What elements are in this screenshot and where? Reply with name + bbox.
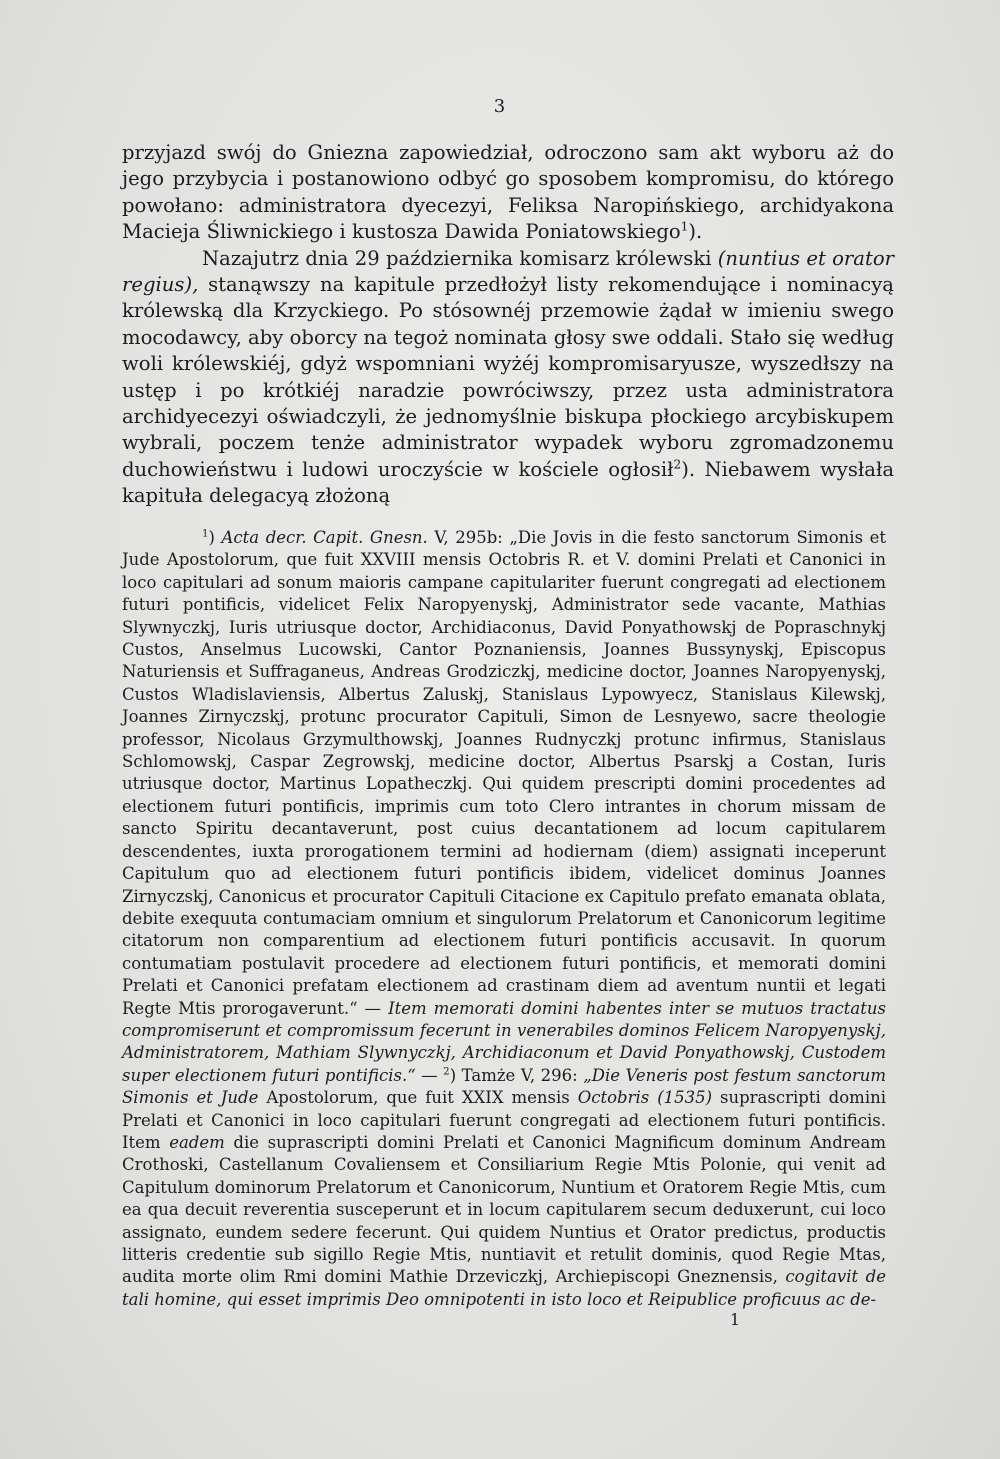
page-number: 3	[493, 96, 507, 117]
main-text	[122, 140, 894, 510]
body-paragraph	[122, 246, 894, 510]
footnote-marker: 1	[680, 219, 689, 234]
text-run: V, 295b: „Die Jovis in die festo sanctorum Simonis et Jude Apostolorum, que fuit XXVIII mensis Octobris R. et V. domini Prelati et Canonici in loco capitulari ad sonum maioris campane capitulariter fuerunt congregati ad electionem futuri pontificis, videlicet Felix Naropyenyskj, Administrator sede vacante, Mathias Slywnyczkj, Iuris utriusque doctor, Archidiaconus, David Ponyathowskj de Popraschnykj Custos, Anselmus Lucowski, Cantor Poznaniensis, Joannes Bussynyskj, Episcopus Naturiensis et Suffraganeus, Andreas Grodziczkj, medicine doctor, Joannes Naropyenyskj, Custos Wladislaviensis, Albertus Zaluskj, Stanislaus Lypowyecz, Stanislaus Kilewskj, Joannes Zirnyczskj, protunc procurator Capituli, Simon de Lesnyewo, sacre theologie professor, Nicolaus Grzymulthowskj, Joannes Rudnyczkj protunc infirmus, Stanislaus Schlomowskj, Caspar Zegrowskj, medicine doctor, Albertus Psarskj a Costan, Iuris utriusque doctor, Martinus Lopatheczkj. Qui quidem prescripti domini procedentes ad electionem futuri pontificis, imprimis cum toto Clero intrantes in chorum missam de sancto Spiritu decantaverunt, post cuius decantationem ad locum capitularem descendentes, iuxta prorogationem termini ad hodiernam (diem) assignati inceperunt Capitulum quo ad electionem futuri pontificis ibidem, videlicet dominus Joannes Zirnyczskj, Canonicus et procurator Capituli Citacione ex Capitulo prefato emanata oblata, debite exequuta contumaciam omnium et singulorum Prelatorum et Canonicorum legitime citatorum non comparentium ad electionem futuri pontificis accusavit. In quorum contumatiam postulavit procedere ad electionem futuri pontificis, et memorati domini Prelati et Canonici prefatam electionem ad crastinam diem ad aventum nuntii et legati Regte Mtis prorogaverunt.“ —	[122, 528, 886, 1018]
footnotes	[122, 527, 886, 1311]
text-run: )	[208, 528, 222, 547]
footnote-paragraph	[122, 527, 886, 1311]
footnote-marker: 1	[202, 528, 209, 540]
text-run: die suprascripti domini Prelati et Canonici Magnificum dominum Andream Crothoski, Castellanum Covaliensem et Consiliarium Regie Mtis Polonie, qui venit ad Capitulum dominorum Prelatorum et Canonicorum, Nuntium et Oratorem Regie Mtis, cum ea qua decuit reverentia susceperunt et in locum capitularem secum deduxerunt, cui loco assignato, eundem sedere fecerunt. Qui quidem Nuntius et Orator predictus, productis litteris credentie sub sigillo Regie Mtis, nuntiavit et retulit dominis, quod Regie Mtas, audita morte olim Rmi domini Mathie Drzeviczkj, Archiepiscopi Gneznensis,	[122, 1132, 887, 1287]
text-run: ) Tamże V, 296:	[449, 1065, 584, 1085]
italic-text: Acta decr. Capit. Gnesn.	[221, 528, 428, 547]
italic-text: cogitavit de tali homine, qui esset imprimis Deo omnipotenti in isto loco et Reipublice proficuus ac de-	[122, 1267, 886, 1309]
text-run: przyjazd swój do Gniezna zapowiedział, odroczono sam akt wyboru aż do jego przybycia i postanowiono odbyć go sposobem kompromisu, do którego powołano: administratora dyecezyi, Feliksa Naropińskiego, archidyakona Macieja Śliwnickiego i kustosza Dawida Poniatowskiego	[122, 141, 894, 244]
body-paragraph	[122, 140, 894, 246]
text-run: ).	[688, 220, 703, 244]
text-run: Apostolorum, que fuit XXIX mensis	[258, 1088, 578, 1108]
italic-text: (nuntius et orator regius),	[122, 246, 895, 297]
italic-text: eadem	[169, 1132, 225, 1152]
printer-signature-mark: 1	[729, 1310, 741, 1329]
text-run: ). Niebawem wysłała kapituła delegacyą złożoną	[122, 457, 894, 508]
text-run: suprascripti domini Prelati et Canonici in loco capitulari fuerunt congregati ad electionem futuri pontificis. Item	[122, 1088, 886, 1152]
italic-text: Item memorati domini habentes inter se mutuos tractatus compromiserunt et compromissum fecerunt in venerabiles dominos Felicem Naropyenyskj, Administratorem, Mathiam Slywnyczkj, Archidiaconum et David Ponyathowskj, Custodem super electionem futuri pontificis.“	[122, 998, 886, 1085]
italic-text: „Die Veneris post festum sanctorum Simonis et Jude	[122, 1065, 886, 1108]
text-run: —	[415, 1065, 444, 1085]
italic-text: Octobris (1535)	[577, 1088, 713, 1108]
text-run: Nazajutrz dnia 29 października komisarz królewski	[202, 246, 718, 270]
text-run: stanąwszy na kapitule przedłożył listy rekomendujące i nominacyą królewską dla Krzyckiego. Po stósownéj przemowie żądał w imieniu swego mocodawcy, aby oborcy na tegoż nominata głosy swe oddali. Stało się według woli królewskiéj, gdyż wspomniani wyżéj kompromisaryusze, wyszedłszy na ustęp i po krótkiéj naradzie powróciwszy, przez usta administratora archidyecezyi oświadczyli, że jednomyślnie biskupa płockiego arcybiskupem wybrali, poczem tenże administrator wypadek wyboru zgromadzonemu duchowieństwu i ludowi uroczyście w kościele ogłosił	[122, 273, 894, 481]
footnote-marker: 2	[673, 457, 682, 472]
footnote-marker: 2	[443, 1066, 450, 1078]
